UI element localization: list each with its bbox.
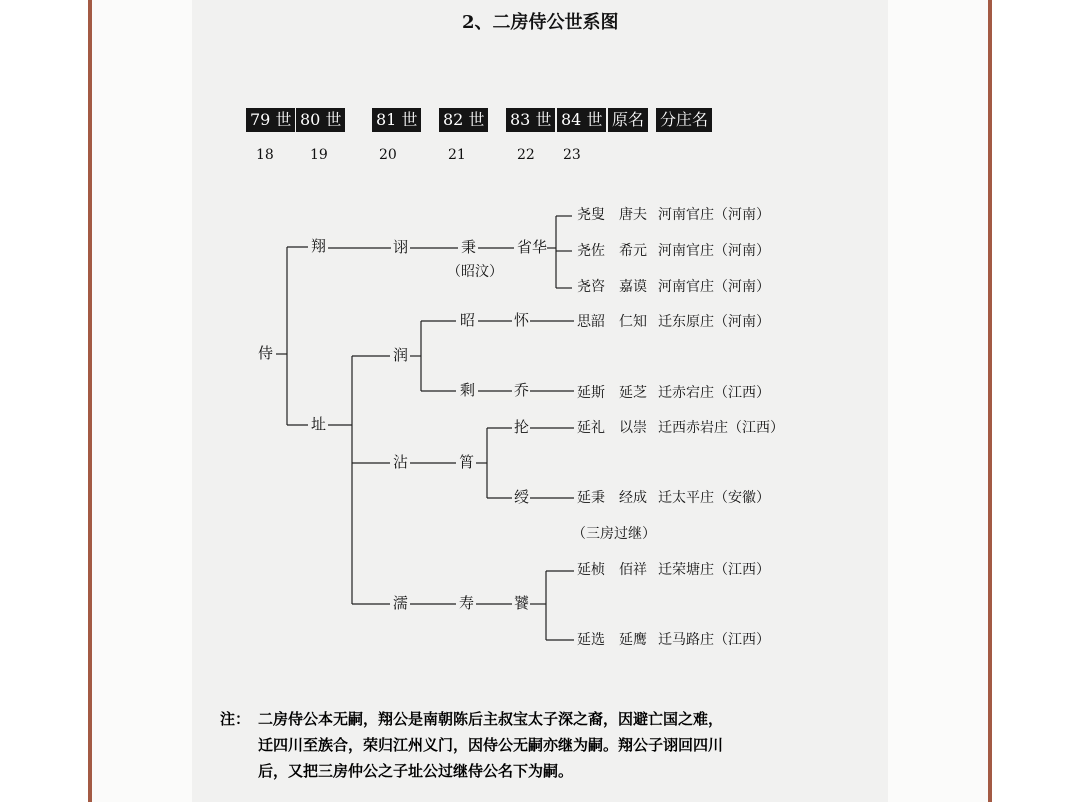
footnote-line-2: 迁四川至族合，荣归江州义门，因侍公无嗣亦继为嗣。翔公子诩回四川 xyxy=(258,736,724,754)
row-name: 延选 xyxy=(577,632,605,648)
person-ru: 濡 xyxy=(393,594,409,612)
person-shou2: 绶 xyxy=(514,488,530,506)
row-original-name: 延芝 xyxy=(619,385,647,401)
person-lun: 抡 xyxy=(514,418,530,436)
generation-82-label: 82 世 xyxy=(439,108,488,132)
person-shi: 侍 xyxy=(258,344,274,362)
person-zhan: 沾 xyxy=(393,453,409,471)
person-shenghua: 省华 xyxy=(517,238,548,256)
person-huai: 怀 xyxy=(514,311,530,329)
generation-number: 19 xyxy=(310,147,328,163)
branch-village-header: 分庄名 xyxy=(656,108,712,132)
person-sheng: 剩 xyxy=(460,381,476,399)
generation-number: 23 xyxy=(563,147,581,163)
generation-80-label: 80 世 xyxy=(296,108,345,132)
person-zhao: 昭 xyxy=(460,311,476,329)
row-branch-village: 迁马路庄（江西） xyxy=(658,632,770,648)
row-name: 延秉 xyxy=(577,490,605,506)
generation-number: 21 xyxy=(448,147,466,163)
row-original-name: 佰祥 xyxy=(619,562,647,578)
person-qiao: 乔 xyxy=(514,381,530,399)
generation-83-label: 83 世 xyxy=(506,108,555,132)
row-branch-village: 迁西赤岩庄（江西） xyxy=(658,420,784,436)
generation-79-label: 79 世 xyxy=(246,108,295,132)
row-name: 延礼 xyxy=(577,420,605,436)
row-name: 尧叟 xyxy=(577,207,605,223)
footnote-line-1: 二房侍公本无嗣，翔公是南朝陈后主叔宝太子深之裔，因避亡国之难， xyxy=(258,710,724,728)
row-original-name: 希元 xyxy=(619,243,647,259)
row-branch-village: 迁赤宕庄（江西） xyxy=(658,385,770,401)
generation-number: 20 xyxy=(379,147,397,163)
person-xu: 诩 xyxy=(393,238,409,256)
row-original-name: 仁知 xyxy=(619,314,647,330)
row-name: 延桢 xyxy=(577,562,605,578)
row-branch-village: 迁荣塘庄（江西） xyxy=(658,562,770,578)
row-branch-village: 迁太平庄（安徽） xyxy=(658,490,770,506)
generation-81-label: 81 世 xyxy=(372,108,421,132)
original-name-header: 原名 xyxy=(608,108,648,132)
person-run: 润 xyxy=(393,346,409,364)
row-name: 思韶 xyxy=(577,314,605,330)
row-original-name: 以崇 xyxy=(619,420,647,436)
row-original-name: 延鹰 xyxy=(619,632,647,648)
person-bing: 秉 xyxy=(461,238,477,256)
row-branch-village: 河南官庄（河南） xyxy=(658,279,770,295)
generation-84-label: 84 世 xyxy=(557,108,606,132)
person-bing-alias: （昭汶） xyxy=(447,264,503,280)
person-tao: 饕 xyxy=(514,594,530,612)
person-jiu: 筲 xyxy=(459,453,475,471)
person-xiang: 翔 xyxy=(311,237,327,255)
generation-number: 22 xyxy=(517,147,535,163)
generation-number: 18 xyxy=(256,147,274,163)
person-zhi: 址 xyxy=(311,415,327,433)
person-shou: 寿 xyxy=(459,594,475,612)
row-branch-village: 河南官庄（河南） xyxy=(658,243,770,259)
chart-title: 2、二房侍公世系图 xyxy=(462,12,619,33)
row-name: 尧咨 xyxy=(577,279,605,295)
row-name: 延斯 xyxy=(577,385,605,401)
row-original-name: 唐夫 xyxy=(619,207,647,223)
row-original-name: 经成 xyxy=(619,490,647,506)
adoption-note: （三房过继） xyxy=(572,526,656,542)
footnote-line-3: 后，又把三房仲公之子址公过继侍公名下为嗣。 xyxy=(258,762,574,780)
row-branch-village: 河南官庄（河南） xyxy=(658,207,770,223)
row-branch-village: 迁东原庄（河南） xyxy=(658,314,770,330)
row-original-name: 嘉谟 xyxy=(619,279,647,295)
row-name: 尧佐 xyxy=(577,243,605,259)
footnote-label: 注： xyxy=(220,710,251,728)
